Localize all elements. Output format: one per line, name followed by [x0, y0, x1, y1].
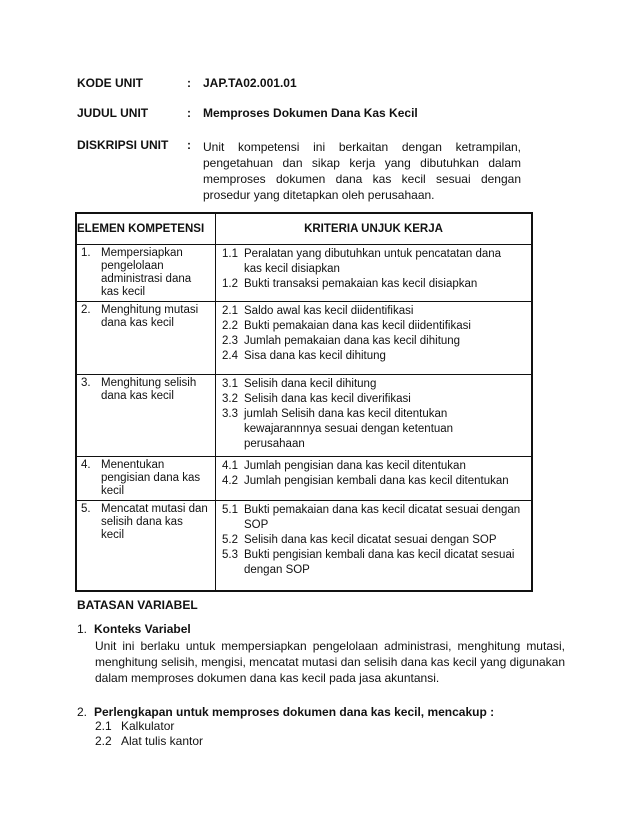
elemen-line: Menentukan: [101, 459, 165, 471]
item-number: 2.2: [95, 734, 112, 748]
elemen-number: 1.: [81, 247, 91, 259]
kriteria-line: Saldo awal kas kecil diidentifikasi: [244, 305, 414, 317]
section-2-heading: [77, 705, 494, 719]
elemen-line: dana kas kecil: [101, 317, 174, 329]
kriteria-text: [244, 319, 525, 334]
section-1-number: 1.: [77, 622, 88, 636]
item-number: 2.1: [95, 719, 112, 733]
elemen-cell: [76, 375, 216, 457]
section-2-number: 2.: [77, 705, 88, 719]
elemen-cell: [76, 457, 216, 501]
elemen-line: Menghitung mutasi: [101, 304, 199, 316]
kriteria-item: [222, 459, 525, 474]
elemen-line: Mencatat mutasi dan: [101, 503, 208, 515]
elemen-line: kecil: [101, 485, 125, 497]
col-header-elemen: ELEMEN KOMPETENSI: [76, 213, 216, 245]
elemen-line: dana kas kecil: [101, 390, 174, 402]
kriteria-text: [244, 277, 525, 292]
kriteria-number: 1.2: [222, 278, 238, 290]
elemen-cell: [76, 245, 216, 302]
kriteria-line: Selisih dana kas kecil dicatat sesuai dengan SOP: [244, 534, 497, 546]
elemen-line: selisih dana kas: [101, 516, 183, 528]
kriteria-item: [222, 392, 525, 407]
kriteria-number: 5.2: [222, 534, 238, 546]
kriteria-line: Bukti pengisian kembali dana kas kecil dicatat sesuai: [244, 549, 515, 561]
desc-line: prosedur yang ditetapkan oleh perusahaan.: [203, 188, 435, 202]
elemen-text: [101, 377, 211, 403]
judul-unit-colon: :: [187, 106, 191, 120]
kriteria-text: [244, 349, 525, 364]
kriteria-item: [222, 277, 525, 292]
diskripsi-unit-label: DISKRIPSI UNIT: [77, 138, 169, 152]
item-text: Alat tulis kantor: [121, 734, 204, 748]
section-1-line: Unit ini berlaku untuk mempersiapkan pengelolaan administrasi, menghitung mutasi,: [95, 639, 565, 653]
col-header-kriteria: KRITERIA UNJUK KERJA: [216, 213, 533, 245]
kode-unit-colon: :: [187, 76, 191, 90]
kriteria-text: [244, 377, 525, 392]
kriteria-line: Bukti pemakaian dana kas kecil diidentifikasi: [244, 320, 471, 332]
kriteria-item: [222, 349, 525, 364]
judul-unit-value: Memproses Dokumen Dana Kas Kecil: [203, 106, 418, 120]
kriteria-text: [244, 247, 525, 277]
kriteria-cell: [216, 245, 533, 302]
kriteria-cell: [216, 501, 533, 591]
kriteria-number: 1.1: [222, 248, 238, 260]
table-row: [76, 501, 532, 591]
section-1-body: [95, 638, 565, 686]
desc-line: pengetahuan dan sikap kerja yang dibutuhkan dalam: [203, 156, 521, 170]
kriteria-number: 2.1: [222, 305, 238, 317]
kriteria-number: 5.3: [222, 549, 238, 561]
kriteria-line: Peralatan yang dibutuhkan untuk pencatatan dana: [244, 248, 502, 260]
diskripsi-unit-row: [77, 138, 203, 152]
section-1-heading: [77, 622, 191, 636]
item-text: Kalkulator: [121, 719, 175, 733]
elemen-number: 3.: [81, 377, 91, 389]
kriteria-item: [222, 304, 525, 319]
kriteria-text: [244, 503, 525, 533]
kriteria-text: [244, 304, 525, 319]
kriteria-item: [222, 377, 525, 392]
kriteria-number: 3.3: [222, 408, 238, 420]
table-row: [76, 457, 532, 501]
kriteria-item: [222, 334, 525, 349]
kriteria-number: 3.2: [222, 393, 238, 405]
kriteria-cell: [216, 457, 533, 501]
section-1-line: menghitung selisih, mengisi, mencatat mutasi dan selisih dana kas kecil yang digunakan: [95, 655, 565, 669]
elemen-text: [101, 304, 211, 330]
judul-unit-label: JUDUL UNIT: [77, 106, 149, 120]
kriteria-line: jumlah Selisih dana kas kecil ditentukan: [244, 408, 448, 420]
elemen-cell: [76, 501, 216, 591]
table-row: [76, 245, 532, 302]
kriteria-text: [244, 407, 525, 452]
desc-line: memproses dokumen dana kas kecil sesuai dengan: [203, 172, 521, 186]
kriteria-cell: [216, 375, 533, 457]
kriteria-number: 2.4: [222, 350, 238, 362]
kriteria-number: 4.2: [222, 475, 238, 487]
kriteria-number: 5.1: [222, 504, 238, 516]
section-1-title: Konteks Variabel: [94, 622, 191, 636]
kode-unit-row: [77, 76, 297, 90]
elemen-line: pengisian dana kas: [101, 472, 201, 484]
kriteria-line: Jumlah pengisian kembali dana kas kecil ditentukan: [244, 475, 509, 487]
kriteria-number: 2.3: [222, 335, 238, 347]
kriteria-line: Jumlah pengisian dana kas kecil ditentukan: [244, 460, 466, 472]
section-2-item: [95, 719, 174, 733]
elemen-text: [101, 503, 211, 542]
kriteria-text: [244, 474, 525, 489]
elemen-line: kas kecil: [101, 286, 146, 298]
kriteria-item: [222, 548, 525, 578]
desc-line: Unit kompetensi ini berkaitan dengan ketrampilan,: [203, 140, 521, 154]
elemen-line: Menghitung selisih: [101, 377, 197, 389]
kriteria-item: [222, 533, 525, 548]
elemen-line: pengelolaan: [101, 260, 164, 272]
kriteria-item: [222, 407, 525, 452]
kriteria-line: kewajarannnya sesuai dengan ketentuan: [244, 423, 454, 435]
kriteria-text: [244, 548, 525, 578]
competency-table: [75, 212, 533, 592]
section-1-line: dalam memproses dokumen dana kas kecil pada jasa akuntansi.: [95, 671, 440, 685]
section-2-item: [95, 734, 203, 748]
kriteria-item: [222, 474, 525, 489]
diskripsi-unit-text: [203, 139, 521, 203]
kriteria-line: kas kecil disiapkan: [244, 263, 340, 275]
kriteria-text: [244, 533, 525, 548]
kriteria-line: Selisih dana kas kecil diverifikasi: [244, 393, 411, 405]
elemen-number: 4.: [81, 459, 91, 471]
elemen-number: 2.: [81, 304, 91, 316]
elemen-text: [101, 247, 211, 299]
kriteria-text: [244, 459, 525, 474]
kriteria-line: perusahaan: [244, 438, 305, 450]
kriteria-text: [244, 334, 525, 349]
elemen-line: administrasi dana: [101, 273, 192, 285]
kriteria-number: 2.2: [222, 320, 238, 332]
table-header-row: [76, 213, 532, 245]
kriteria-item: [222, 319, 525, 334]
kriteria-number: 3.1: [222, 378, 238, 390]
table-row: [76, 375, 532, 457]
kriteria-line: Bukti transaksi pemakaian kas kecil disiapkan: [244, 278, 478, 290]
kriteria-cell: [216, 302, 533, 375]
kriteria-line: Jumlah pemakaian dana kas kecil dihitung: [244, 335, 461, 347]
kriteria-line: dengan SOP: [244, 564, 310, 576]
elemen-line: kecil: [101, 529, 125, 541]
judul-unit-row: [77, 106, 418, 120]
kriteria-line: SOP: [244, 519, 269, 531]
elemen-line: Mempersiapkan: [101, 247, 183, 259]
kriteria-item: [222, 247, 525, 277]
diskripsi-unit-colon: :: [187, 138, 191, 152]
section-2-title: Perlengkapan untuk memproses dokumen dana kas kecil, mencakup :: [94, 705, 495, 719]
elemen-number: 5.: [81, 503, 91, 515]
kriteria-text: [244, 392, 525, 407]
elemen-cell: [76, 302, 216, 375]
kode-unit-label: KODE UNIT: [77, 76, 143, 90]
kriteria-item: [222, 503, 525, 533]
batasan-variabel-title: BATASAN VARIABEL: [77, 598, 198, 612]
table-row: [76, 302, 532, 375]
kriteria-line: Bukti pemakaian dana kas kecil dicatat sesuai dengan: [244, 504, 521, 516]
kriteria-number: 4.1: [222, 460, 238, 472]
kode-unit-value: JAP.TA02.001.01: [203, 76, 297, 90]
elemen-text: [101, 459, 211, 498]
kriteria-line: Selisih dana kecil dihitung: [244, 378, 377, 390]
kriteria-line: Sisa dana kas kecil dihitung: [244, 350, 386, 362]
